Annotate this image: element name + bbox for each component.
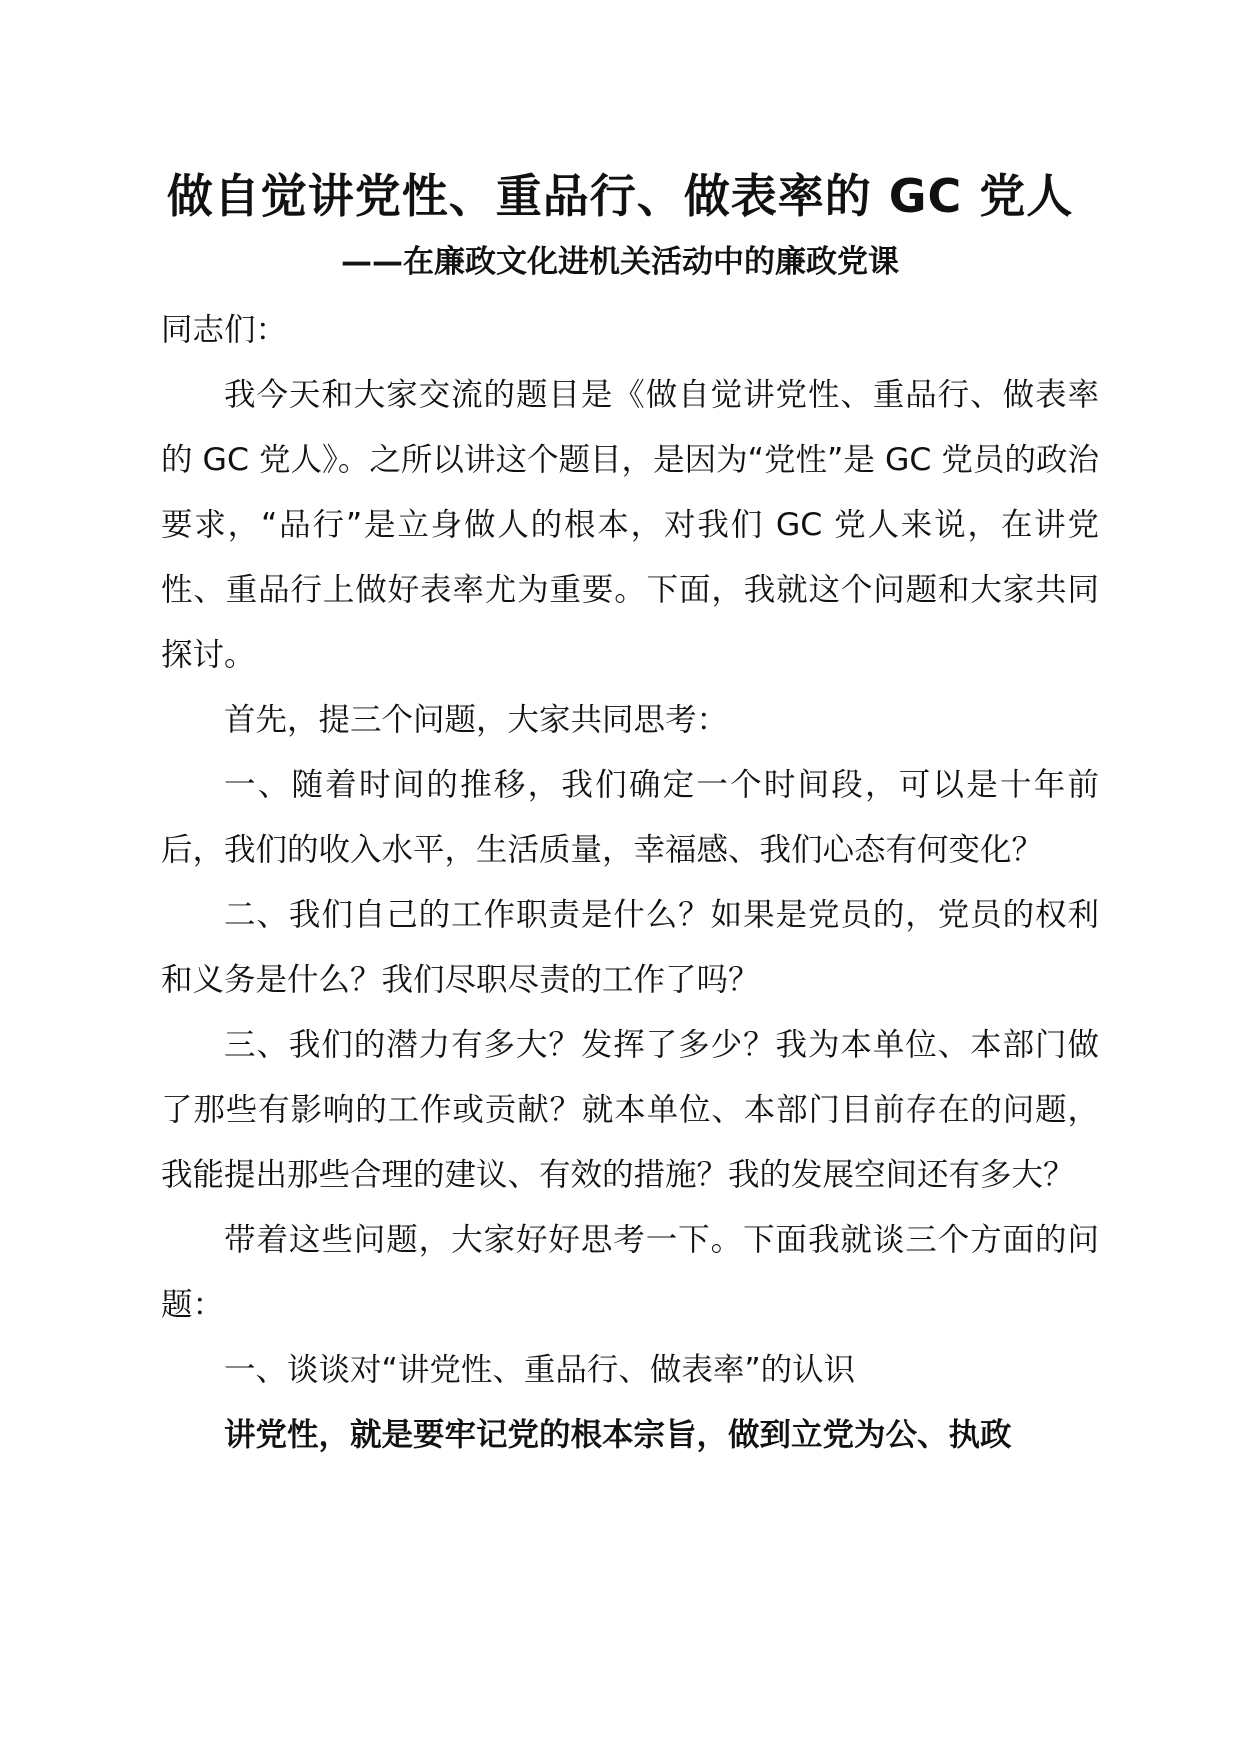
paragraph-transition: 带着这些问题，大家好好思考一下。下面我就谈三个方面的问题：: [161, 1222, 1099, 1323]
paragraph-intro: 我今天和大家交流的题目是《做自觉讲党性、重品行、做表率的 GC 党人》。之所以讲这个题目，是因为“党性”是 GC 党员的政治要求，“品行”是立身做人的根本，对我们 GC 党人来说，在讲党性、重品行上做好表率尤为重要。下面，我就这个问题和大家共同探讨。: [161, 377, 1099, 673]
document-title: 做自觉讲党性、重品行、做表率的 GC 党人: [166, 169, 1074, 223]
document-body: [161, 298, 1099, 1468]
paragraph-bold-statement: 讲党性，就是要牢记党的根本宗旨，做到立党为公、执政: [224, 1417, 1012, 1453]
document-subtitle: ——在廉政文化进机关活动中的廉政党课: [341, 244, 899, 280]
paragraph-questions-lead: 首先，提三个问题，大家共同思考：: [224, 702, 729, 738]
salutation: 同志们：: [161, 312, 288, 348]
section-heading-1: 一、谈谈对“讲党性、重品行、做表率”的认识: [224, 1352, 856, 1388]
paragraph-question-2: 二、我们自己的工作职责是什么？如果是党员的，党员的权利和义务是什么？我们尽职尽责的工作了吗？: [161, 897, 1099, 998]
paragraph-question-3: 三、我们的潜力有多大？发挥了多少？我为本单位、本部门做了那些有影响的工作或贡献？就本单位、本部门目前存在的问题，我能提出那些合理的建议、有效的措施？我的发展空间还有多大？: [161, 1027, 1099, 1193]
paragraph-question-1: 一、随着时间的推移，我们确定一个时间段，可以是十年前后，我们的收入水平，生活质量，幸福感、我们心态有何变化？: [161, 767, 1099, 868]
